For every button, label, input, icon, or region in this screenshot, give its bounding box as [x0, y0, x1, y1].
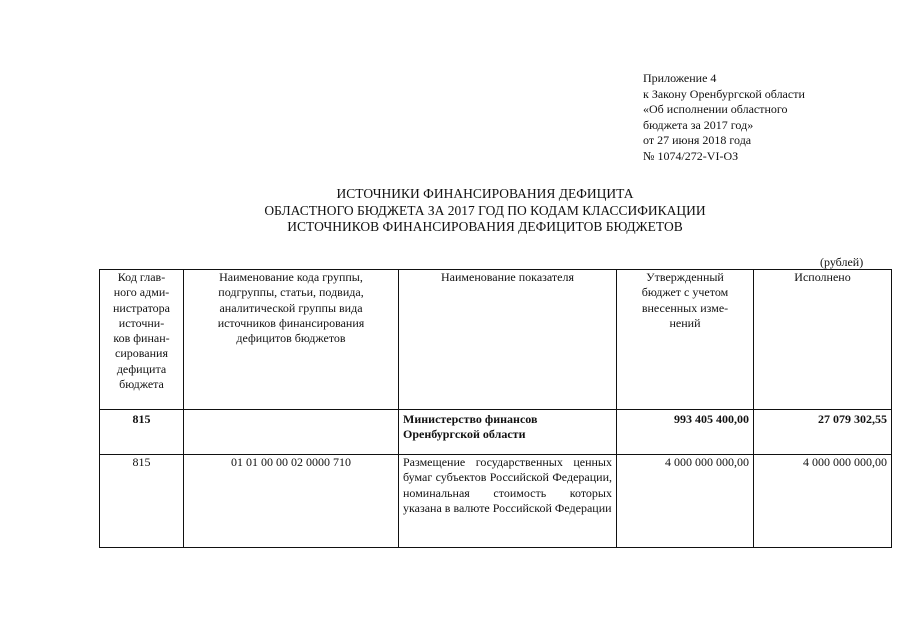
- header-indicator: Наименование показателя: [399, 270, 617, 410]
- table-row: [100, 455, 892, 548]
- title-line: ОБЛАСТНОГО БЮДЖЕТА ЗА 2017 ГОД ПО КОДАМ КЛАССИФИКАЦИИ: [264, 202, 706, 218]
- title-line: ИСТОЧНИКИ ФИНАНСИРОВАНИЯ ДЕФИЦИТА: [336, 186, 634, 201]
- table-row: [100, 410, 892, 455]
- table-header-row: [100, 270, 892, 410]
- units-label: (рублей): [820, 255, 864, 269]
- appendix-note: [643, 71, 805, 165]
- title-line: ИСТОЧНИКОВ ФИНАНСИРОВАНИЯ ДЕФИЦИТОВ БЮДЖЕТОВ: [287, 219, 683, 234]
- appendix-line: к Закону Оренбургской области: [643, 86, 805, 101]
- cell-admin-code: 815: [100, 410, 184, 455]
- cell-executed: 4 000 000 000,00: [754, 455, 892, 548]
- appendix-line: Приложение 4: [643, 71, 717, 85]
- header-approved: Утвержденный бюджет с учетом внесенных изме- нений: [617, 270, 754, 410]
- cell-admin-code: 815: [100, 455, 184, 548]
- appendix-line: от 27 июня 2018 года: [643, 133, 752, 148]
- appendix-line: «Об исполнении областного: [643, 102, 788, 117]
- cell-approved: 993 405 400,00: [617, 410, 754, 455]
- cell-approved: 4 000 000 000,00: [617, 455, 754, 548]
- cell-executed: 27 079 302,55: [754, 410, 892, 455]
- cell-group-code: [184, 410, 399, 455]
- header-group-code: Наименование кода группы, подгруппы, статьи, подвида, аналитической группы вида источников финансирования дефицитов бюджетов: [184, 270, 399, 410]
- document-title: [200, 186, 770, 236]
- appendix-line: бюджета за 2017 год»: [643, 117, 754, 132]
- header-admin-code: Код глав- ного адми- нистратора источни- ков финан- сирования дефицита бюджета: [100, 270, 184, 410]
- appendix-line: № 1074/272-VI-ОЗ: [643, 148, 739, 163]
- header-executed: Исполнено: [754, 270, 892, 410]
- sources-table: [99, 269, 892, 548]
- cell-group-code: 01 01 00 00 02 0000 710: [184, 455, 399, 548]
- cell-indicator: Размещение государственных ценных бумаг субъектов Российской Федерации, номинальная стоимость которых указана в валюте Российской Федерации: [399, 455, 617, 548]
- cell-indicator: Министерство финансов Оренбургской области: [399, 410, 617, 455]
